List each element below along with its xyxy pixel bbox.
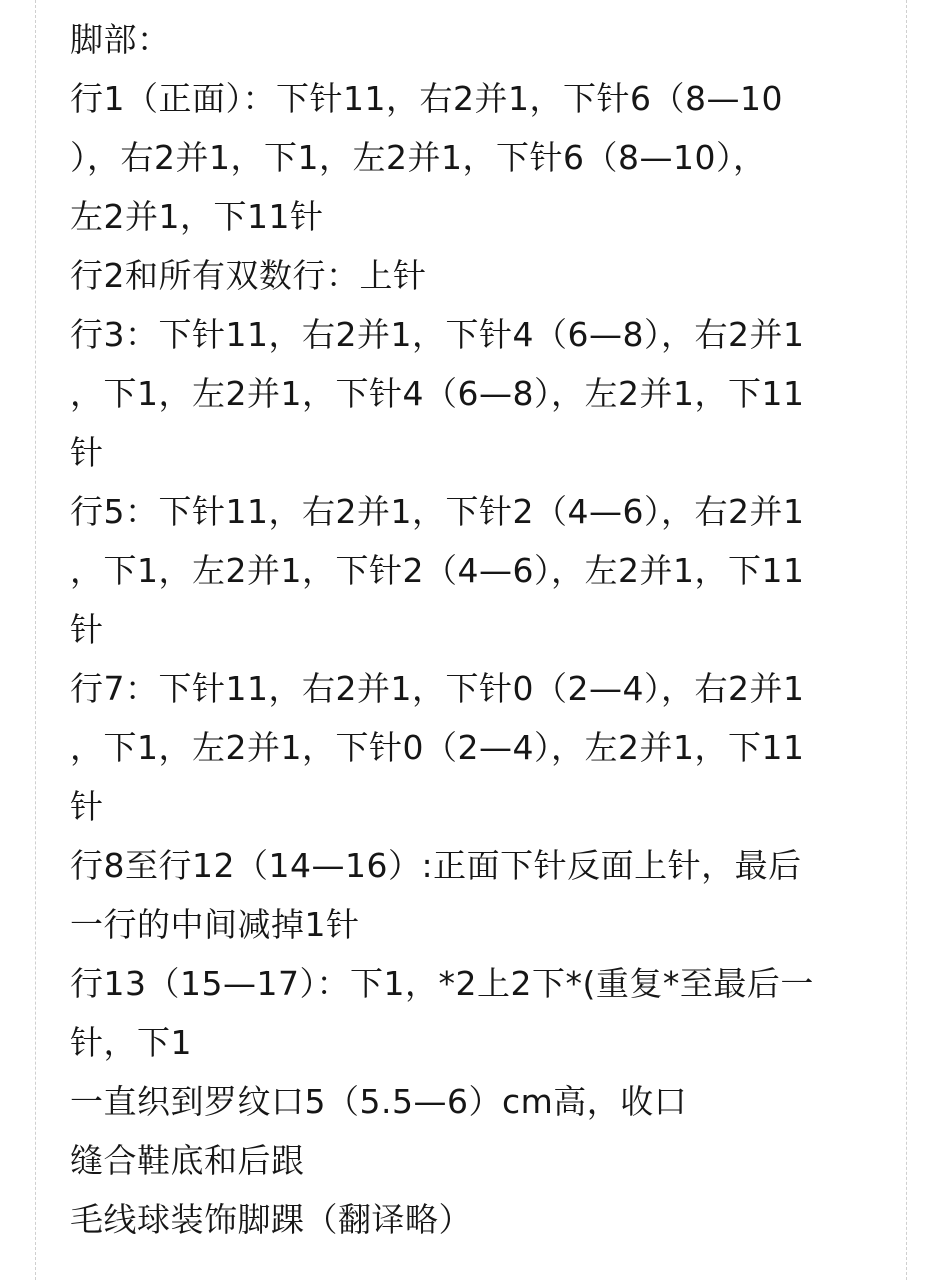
- page-left-dashed-border: [35, 0, 36, 1280]
- text-line: 行13（15—17）：下1，*2上2下*(重复*至最后一: [70, 964, 814, 1003]
- text-line: 左2并1，下11针: [70, 197, 324, 236]
- text-line: 行7：下针11，右2并1，下针0（2—4），右2并1: [70, 669, 805, 708]
- text-line: 针: [70, 610, 104, 649]
- text-line: ，下1，左2并1，下针4（6—8），左2并1，下11: [70, 374, 805, 413]
- text-line: 一直织到罗纹口5（5.5—6）cm高，收口: [70, 1082, 688, 1121]
- text-line: ，下1，左2并1，下针2（4—6），左2并1，下11: [70, 551, 805, 590]
- text-line: 针，下1: [70, 1023, 192, 1062]
- text-line: 行3：下针11，右2并1，下针4（6—8），右2并1: [70, 315, 805, 354]
- text-line: 行8至行12（14—16）:正面下针反面上针，最后: [70, 846, 802, 885]
- text-line: ，下1，左2并1，下针0（2—4），左2并1，下11: [70, 728, 805, 767]
- heading-foot-section: 脚部：: [70, 20, 171, 59]
- text-line: 行1（正面）：下针11，右2并1，下针6（8—10: [70, 79, 783, 118]
- text-line: 针: [70, 433, 104, 472]
- page-right-dashed-border: [906, 0, 907, 1280]
- text-line: 行2和所有双数行：上针: [70, 256, 427, 295]
- text-line: 针: [70, 787, 104, 826]
- pattern-text-block: [70, 10, 870, 1249]
- text-line: ），右2并1，下1，左2并1，下针6（8—10），: [70, 138, 767, 177]
- text-line: 缝合鞋底和后跟: [70, 1141, 305, 1180]
- text-line: 行5：下针11，右2并1，下针2（4—6），右2并1: [70, 492, 805, 531]
- text-line: 一行的中间减掉1针: [70, 905, 360, 944]
- text-line: 毛线球装饰脚踝（翻译略）: [70, 1200, 472, 1239]
